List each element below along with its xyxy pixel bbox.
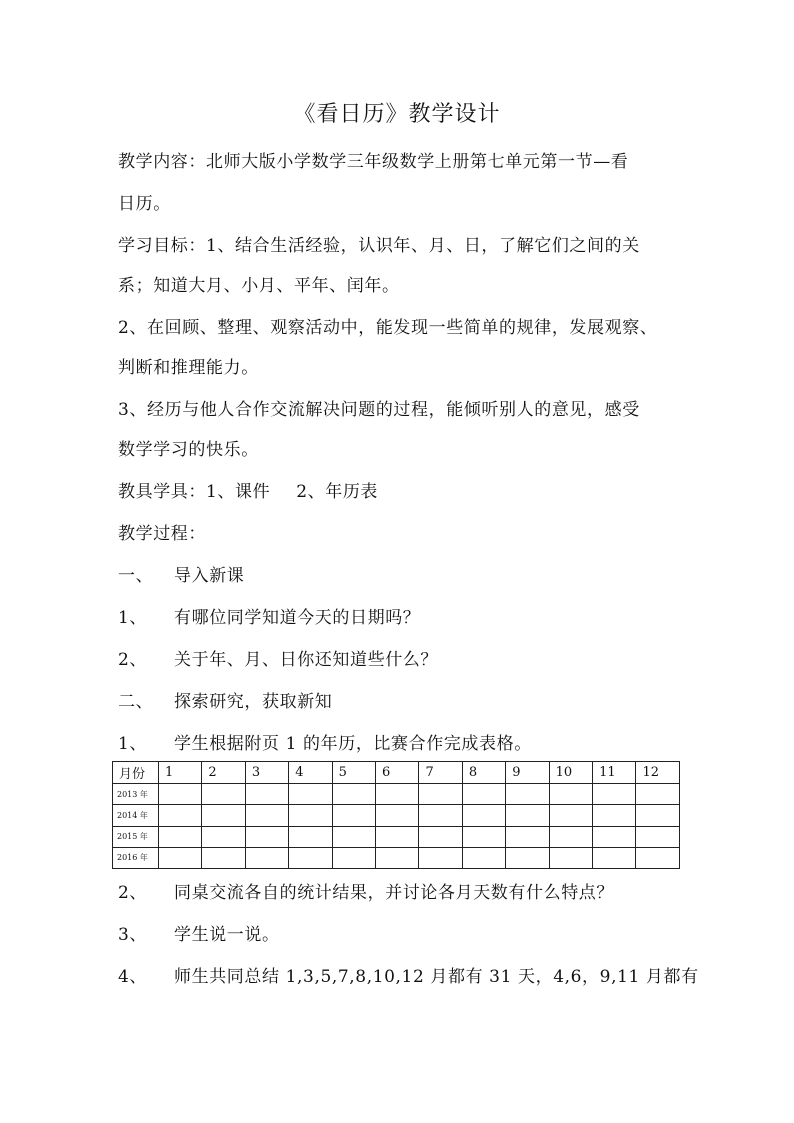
table-cell	[593, 784, 636, 805]
table-cell	[636, 784, 680, 805]
table-cell	[593, 826, 636, 847]
table-cell	[549, 847, 592, 868]
item-text: 有哪位同学知道今天的日期吗？	[174, 608, 421, 628]
item-number: 2、	[118, 650, 148, 670]
month-header-cell: 5	[332, 762, 375, 784]
table-cell	[376, 784, 419, 805]
table-cell	[506, 826, 549, 847]
section-2-item	[118, 964, 699, 990]
section-2-number: 二、	[118, 692, 154, 712]
table-cell	[245, 826, 288, 847]
item-text: 学生说一说。	[174, 925, 280, 945]
table-cell	[419, 805, 462, 826]
table-cell	[506, 847, 549, 868]
tools-item-2: 2、年历表	[296, 482, 379, 502]
table-cell	[332, 847, 375, 868]
month-header-cell: 2	[202, 762, 245, 784]
table-cell	[289, 805, 332, 826]
item-text: 同桌交流各自的统计结果，并讨论各月天数有什么特点？	[174, 883, 614, 903]
table-cell	[202, 805, 245, 826]
table-cell	[593, 847, 636, 868]
month-header-cell: 4	[289, 762, 332, 784]
item-number: 1、	[118, 734, 148, 754]
item-text: 学生根据附页 1 的年历，比赛合作完成表格。	[174, 734, 532, 754]
month-header-cell: 11	[593, 762, 636, 784]
table-cell	[332, 805, 375, 826]
goal-3-text-2: 数学学习的快乐。	[118, 440, 259, 460]
tools-item-1: 1、课件	[206, 482, 271, 502]
table-cell	[506, 784, 549, 805]
table-cell	[593, 805, 636, 826]
table-cell	[376, 805, 419, 826]
table-cell	[332, 784, 375, 805]
goal-1-text-1: 1、结合生活经验，认识年、月、日，了解它们之间的关	[206, 236, 640, 256]
month-header-cell: 6	[376, 762, 419, 784]
table-row	[113, 784, 680, 805]
year-cell: 2014 年	[113, 805, 159, 826]
table-cell	[376, 847, 419, 868]
table-cell	[636, 826, 680, 847]
month-header-cell: 10	[549, 762, 592, 784]
section-1-number: 一、	[118, 566, 154, 586]
table-cell	[245, 847, 288, 868]
section-2-item	[118, 880, 688, 906]
table-cell	[549, 805, 592, 826]
goals-line-1	[118, 233, 688, 259]
item-number: 4、	[118, 967, 148, 987]
item-number: 2、	[118, 883, 148, 903]
table-row	[113, 826, 680, 847]
table-cell	[636, 847, 680, 868]
table-cell	[419, 847, 462, 868]
table-cell	[376, 826, 419, 847]
content-text-1: 北师大版小学数学三年级数学上册第七单元第一节—看	[206, 152, 629, 172]
goals-label: 学习目标：	[118, 236, 206, 256]
item-text: 师生共同总结 1,3,5,7,8,10,12 月都有 31 天，4,6，9,11 月都有	[174, 967, 699, 987]
section-1-item	[118, 605, 688, 631]
table-cell	[549, 784, 592, 805]
section-2-item	[118, 922, 688, 948]
table-cell	[159, 805, 202, 826]
table-cell	[202, 784, 245, 805]
year-cell: 2013 年	[113, 784, 159, 805]
document-title: 《看日历》教学设计	[293, 102, 501, 127]
month-header-cell: 3	[245, 762, 288, 784]
content-label: 教学内容：	[118, 152, 206, 172]
item-number: 3、	[118, 925, 148, 945]
month-header-cell: 1	[159, 762, 202, 784]
item-number: 1、	[118, 608, 148, 628]
table-cell	[506, 805, 549, 826]
section-2-title: 探索研究，获取新知	[174, 692, 333, 712]
goal-2-text-1: 2、在回顾、整理、观察活动中，能发现一些简单的规律，发展观察、	[118, 318, 658, 338]
table-cell	[202, 826, 245, 847]
month-header-cell: 12	[636, 762, 680, 784]
table-cell	[462, 826, 505, 847]
table-cell	[332, 826, 375, 847]
section-2-heading	[118, 689, 688, 715]
table-cell	[549, 826, 592, 847]
section-1-title: 导入新课	[174, 566, 245, 586]
year-cell: 2016 年	[113, 847, 159, 868]
month-header-cell: 9	[506, 762, 549, 784]
table-cell	[419, 784, 462, 805]
table-cell	[289, 826, 332, 847]
goal-2-text-2: 判断和推理能力。	[118, 358, 259, 378]
content-line-2: 日历。	[118, 194, 171, 214]
process-label: 教学过程：	[118, 524, 206, 544]
table-row	[113, 847, 680, 868]
table-cell	[462, 847, 505, 868]
table-header-row	[113, 762, 680, 784]
month-header-cell: 8	[462, 762, 505, 784]
table-cell	[636, 805, 680, 826]
table-row	[113, 805, 680, 826]
table-cell	[462, 784, 505, 805]
goal-1-text-2: 系；知道大月、小月、平年、闰年。	[118, 276, 400, 296]
table-cell	[245, 784, 288, 805]
section-1-heading	[118, 563, 688, 589]
table-cell	[159, 847, 202, 868]
item-text: 关于年、月、日你还知道些什么？	[174, 650, 438, 670]
table-cell	[159, 826, 202, 847]
content-line-1	[118, 149, 688, 175]
table-header-cell: 月份	[113, 762, 159, 784]
tools-label: 教具学具：	[118, 482, 206, 502]
table-cell	[462, 805, 505, 826]
table-cell	[289, 784, 332, 805]
calendar-table	[112, 761, 680, 869]
goal-3-text-1: 3、经历与他人合作交流解决问题的过程，能倾听别人的意见，感受	[118, 400, 640, 420]
section-1-item	[118, 647, 688, 673]
table-cell	[419, 826, 462, 847]
month-header-cell: 7	[419, 762, 462, 784]
table-cell	[159, 784, 202, 805]
table-cell	[245, 805, 288, 826]
tools-line	[118, 479, 688, 505]
table-cell	[289, 847, 332, 868]
section-2-item	[118, 731, 688, 757]
year-cell: 2015 年	[113, 826, 159, 847]
table-cell	[202, 847, 245, 868]
